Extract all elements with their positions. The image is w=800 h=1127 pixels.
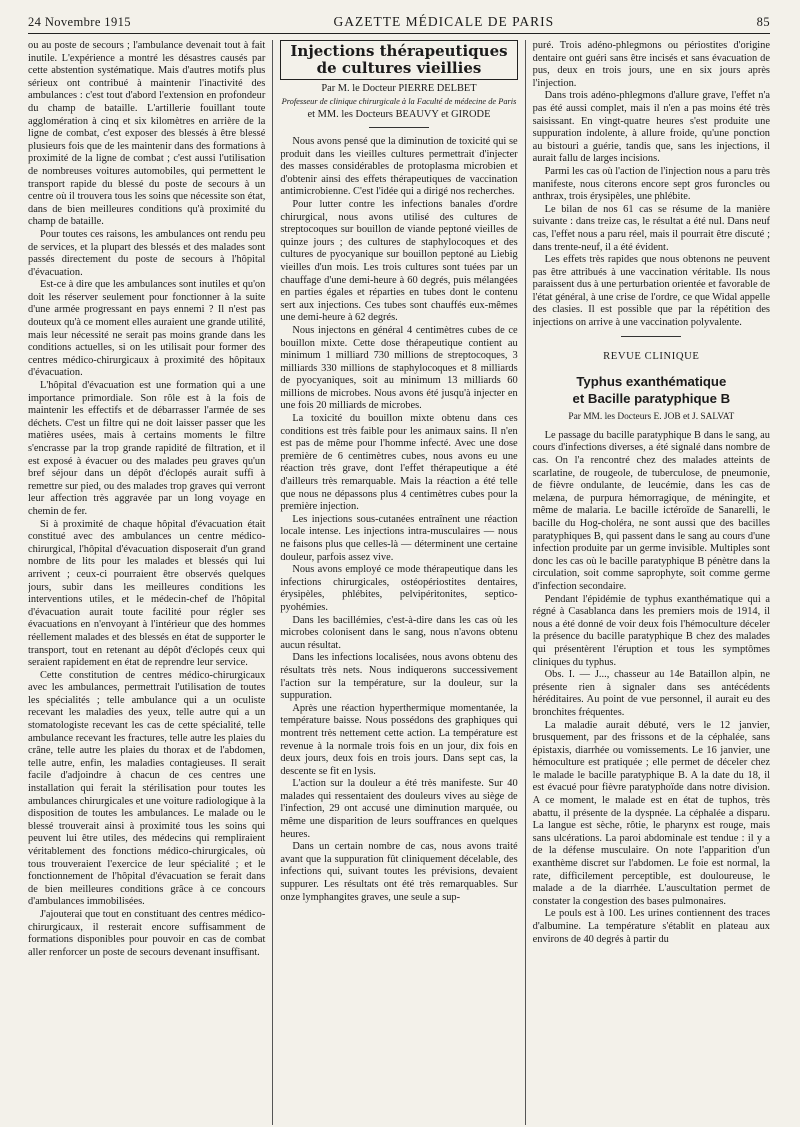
article-byline: Par MM. les Docteurs E. JOB et J. SALVAT [568,412,735,423]
article-title: Injections thérapeutiques de cultures vieillies [280,40,517,80]
paragraph: Si à proximité de chaque hôpital d'évacuation était constitué avec des ambulances un centre médico-chirurgical, l'hôpital d'évacuation disposerait d'un grand nombre de lits pour les malades et blessés qui lui arrivent ; ceux-ci pourraient être observés quelques jours, subir dans les meilleures conditions les interventions utiles, et le médecin-chef de l'hôpital d'évacuation aurait toute facilité pour régler ses évacuations en n'envoyant à l'intérieur que des hommes réellement malades et des blessés en état de supporter le transport, tout en retenant au dépôt d'éclopés ceux qui seraient rapidement en état de reprendre leur service. [28,518,266,669]
running-head [28,14,770,34]
paragraph: Le passage du bacille paratyphique B dans le sang, au cours d'infections diverses, a été signalé dans nombre de cas. On l'a rencontré chez des malades atteints de scarlatine, de rougeole, de tuberculose, de pneumonie, de fièvre ondulante, de leucémie, dans les cas de melæna, de purpura hémorragique, de méningite, et même de malaria. Le bacille ictéroïde de Sanarelli, le bacille du Hog-choléra, ne sont aussi que des bacilles paratyphiques B, qui passent dans le sang au cours d'une infection produite par un germe invisible. Multiples sont donc les cas où le bacille paratyphique B pénètre dans la circulation, soit comme saprophyte, soit comme germe d'infection secondaire. [532,429,770,592]
paragraph: Les effets très rapides que nous obtenons ne peuvent pas être attribués à une vaccination véritable. Ils nous paraissent dus à une perturbation orientée et favorable de l'état général, à une crise de l'ordre, ce que Widal appelle des clasies. Il est possible que par la répétition des injections on arrive à une vaccination polyvalente. [532,254,770,329]
article-title-line-1: Typhus exanthématique [576,374,727,390]
article-byline: Par M. le Docteur PIERRE DELBET [321,83,477,94]
paragraph: La maladie aurait débuté, vers le 12 janvier, brusquement, par des frissons et de la céphalée, sans épistaxis, diarrhée ou vomissements. Le 16 janvier, une hémoculture est pratiquée ; elle permet de déceler chez le malade le bacille paratyphique B. A la date du 18, il est évacué pour fièvre paratyphoïde dans notre division. A ce moment, le malade est en état de tuphos, très abattu, il présente de la dyspnée. La céphalée a disparu. La langue est sèche, rôtie, le pharynx est rouge, mais sans ulcérations. La paroi abdominale est tendue : il y a de la défense musculaire. On note l'apparition d'un exanthème discret sur l'abdomen. Le foie est normal, la rate, difficilement perceptible, est douloureuse, le malade a de la diarrhée. L'auscultation permet de constater la congestion des bases pulmonaires. [532,719,770,907]
paragraph: Le bilan de nos 61 cas se résume de la manière suivante : dans treize cas, le résultat a été nul. Dans neuf cas, l'effet nous a paru réel, mais il pourrait être discuté ; dans trente-neuf, il a été évident. [532,203,770,253]
paragraph: Dans les infections localisées, nous avons obtenu des résultats très nets. Nous indiquerons successivement l'action sur la température, sur la douleur, sur la suppuration. [280,652,518,702]
divider [621,336,681,337]
paragraph: Pour toutes ces raisons, les ambulances ont rendu peu de services, et la plupart des blessés et des malades sont passés directement du poste de secours à l'hôpital d'évacuation. [28,228,266,278]
paragraph: Pour lutter contre les infections banales d'ordre chirurgical, nous avons utilisé des cultures de streptocoques sur bouillon de viande peptoné vieilles de quinze jours ; des cultures de staphylocoques et des cultures de pyocyanique sur bouillon peptoné au Liebig vieilles d'un mois. Les trois cultures sont tuées par un chauffage d'une demi-heure à 60 degrés, puis mélangées en parties égales et réparties en tubes dont le contenu sert aux injections. Ces tubes sont chauffés eux-mêmes une demi-heure à 62 degrés. [280,198,518,324]
text-columns [28,40,770,1125]
paragraph: Dans un certain nombre de cas, nous avons traité avant que la suppuration fût cliniquement décelable, des infections qui, suivant toutes les prévisions, devaient suppurer. Les résultats ont été très remarquables. Sur onze lymphangites graves, une seule a sup- [280,841,518,903]
paragraph: Est-ce à dire que les ambulances sont inutiles et qu'on doit les réserver seulement pour fonctionner à la suite d'une armée progressant en pays ennemi ? Il n'est pas douteux qu'à ce moment elles auraient une grande utilité, mais leur nécessité ne serait pas moins grande dans les conditions actuelles, si on les utilisait pour former des centres médico-chirurgicaux à proximité des hôpitaux d'évacuation. [28,279,266,379]
paragraph: Parmi les cas où l'action de l'injection nous a paru très manifeste, nous citerons encore sept gros furoncles ou anthrax, trois érysipèles, une phlébite. [532,165,770,203]
paragraph: Après une réaction hyperthermique momentanée, la température baisse. Nous possédons des graphiques qui montrent très nettement cette action. La température est revenue à la normale trois fois en un jour, dix fois en deux jours, deux fois en trois jours. Dans sept cas, la descente se fit en lysis. [280,702,518,777]
paragraph: Le pouls est à 100. Les urines contiennent des traces d'albumine. La température s'établit en plateau aux environs de 40 degrés à partir du [532,908,770,945]
paragraph: Dans trois adéno-phlegmons d'allure grave, l'effet n'a pas été aussi complet, mais il n'en a pas moins été très saisissant. En vingt-quatre heures s'est produite une suppuration indolente, à allure froide, qu'une ponction au bistouri a guérie, tandis que, sans les injections, il aurait fallu de larges incisions. [532,90,770,165]
paragraph: Dans les bacillémies, c'est-à-dire dans les cas où les microbes colonisent dans le sang, nous n'avons obtenu aucun résultat. [280,614,518,651]
column-2 [272,40,524,1125]
column-3 [525,40,770,1125]
paragraph: Les injections sous-cutanées entraînent une réaction locale intense. Les injections intra-musculaires — nous ne faisons plus que celles-là — déterminent une certaine douleur, parfois assez vive. [280,513,518,563]
paragraph: Pendant l'épidémie de typhus exanthématique qui a régné à Casablanca dans les premiers mois de 1914, il nous a été donné de voir deux fois l'hémoculture déceler la présence du bacille paratyphique B chez des malades qui présentèrent l'éruption et tous les symptômes cliniques du typhus. [532,593,770,668]
journal-title: GAZETTE MÉDICALE DE PARIS [333,14,555,29]
paragraph: L'hôpital d'évacuation est une formation qui a une importance primordiale. Son rôle est à la fois de maintenir les effectifs et de débarrasser l'armée de ses déchets. C'est un filtre qui ne doit laisser passer que les matières usées, mais à certains moments le filtre s'encrasse par la trop grande rapidité de filtration, et il est exposé à évacuer ou des malades peu graves qu'un bref séjour dans un dépôt d'éclopés aurait suffi à remettre sur pied, ou des malades trop graves qui verront leur affection très aggravée par un long voyage en chemin de fer. [28,380,266,517]
paragraph: Obs. I. — J..., chasseur au 14e Bataillon alpin, ne présente rien à signaler dans ses antécédents héréditaires. Au point de vue personnel, il aurait eu des bronchites fréquentes. [532,669,770,718]
article-title-line-2: et Bacille paratyphique B [572,391,731,407]
paragraph: Nous injectons en général 4 centimètres cubes de ce bouillon mixte. Cette dose thérapeutique contient au minimum 1 milliard 730 millions de streptocoques, 3 milliards 330 millions de staphylocoques et 8 milliards de pyocyaniques, soit au minimum 13 milliards 60 millions de microbes. Nous avons été jusqu'à injecter en une fois 20 milliards de microbes. [280,324,518,412]
paragraph: Nous avons pensé que la diminution de toxicité qui se produit dans les vieilles cultures permettrait d'injecter des masses considérables de protoplasma microbien et d'obtenir ainsi des effets thérapeutiques de vaccination antimicrobienne. C'est l'idée qui a dirigé nos recherches. [280,136,518,198]
paragraph: Cette constitution de centres médico-chirurgicaux avec les ambulances, permettrait l'utilisation de toutes les spécialités ; telle ambulance qui a un oculiste recevant les maladies des yeux, telle autre qui a un stomatologiste recevant les cas de cette spécialité, telle ambulance recevant les fractures, telle autre les plaies du crâne, telle autre les plaies du thorax et de l'abdomen, telle autre, enfin, les maladies contagieuses. Il serait facile d'adjoindre à chacun de ces centres une installation qui ferait la stérilisation pour toutes les ambulances chirurgicales et une voiture radiologique à la disposition de toutes les ambulances. Le malade ou le blessé trouverait ainsi à proximité tous les soins qui peuvent lui être utiles, des médecins qui rempliraient véritablement des fonctions médico-chirurgicales, où tous trouveraient l'exercice de leur spécialité ; et le fonctionnement de l'hôpital d'évacuation se ferait dans de bien meilleures conditions grâce à ce concours d'ambulances immobilisées. [28,669,266,908]
paragraph: L'action sur la douleur a été très manifeste. Sur 40 malades qui ressentaient des douleurs vives au siège de l'infection, 29 ont accusé une diminution marquée, ou même une disparition de leurs souffrances en quelques heures. [280,778,518,840]
paragraph: Nous avons employé ce mode thérapeutique dans les infections chirurgicales, ostéopériostites dentaires, érysipèles, phlébites, pelvipéritonites, septico-pyohémies. [280,564,518,613]
co-authors: et MM. les Docteurs BEAUVY et GIRODE [307,109,491,120]
column-1 [28,40,272,1125]
author-affiliation: Professeur de clinique chirurgicale à la Faculté de médecine de Paris [281,97,517,106]
issue-date: 24 Novembre 1915 [28,15,131,29]
paragraph: ou au poste de secours ; l'ambulance devenait tout à fait inutile. L'expérience a montré les désastres causés par cette abstention systématique. Mais d'autres motifs plus sérieux ont contribué à maintenir l'inactivité des ambulances : c'est tout d'abord l'extension en profondeur du champ de bataille. L'artillerie fouillant toute agglomération à cinq et six kilomètres en arrière de la ligne de combat, c'est exposer des blessés à être blessé plusieurs fois que de les maintenir dans des formations à proximité de la ligne de combat ; c'est aussi l'utilisation de nombreuses voitures automobiles, qui permettent le transport rapide du blessé du poste de secours à un centre où il trouvera tous les soins que nécessite son état, dans de bien meilleures conditions qu'à proximité du champ de bataille. [28,40,266,228]
paragraph: La toxicité du bouillon mixte obtenu dans ces conditions est très faible pour les animaux sains. Il n'en est pas de même pour l'homme infecté. Avec une dose première de 6 centimètres cubes, nous avons eu une réaction très grave, dont l'effet thérapeutique a été d'ailleurs très remarquable. Mais la réaction a été telle que nous ne dépassons plus 4 centimètres cubes pour la première injection. [280,413,518,513]
paragraph: J'ajouterai que tout en constituant des centres médico-chirurgicaux, il resterait encore suffisamment de formations disponibles pour pouvoir en cas de combat aller renforcer un poste de secours devenant insuffisant. [28,908,266,958]
paragraph: puré. Trois adéno-phlegmons ou périostites d'origine dentaire ont guéri sans être incisés et sans évacuation de pus, deux en trois jours, une en six jours après l'injection. [532,40,770,89]
divider [369,127,429,128]
page-number: 85 [756,15,770,29]
section-heading: REVUE CLINIQUE [603,350,700,362]
